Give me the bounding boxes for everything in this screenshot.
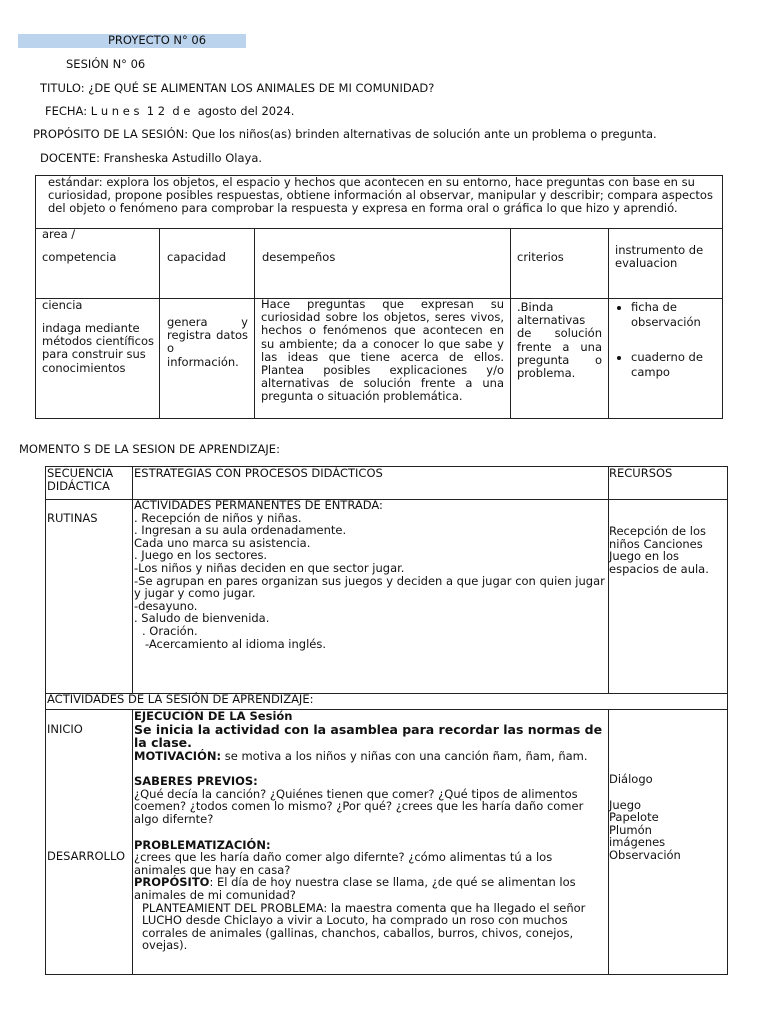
recurso-item: Diálogo	[609, 772, 653, 786]
rutina-line: . Saludo de bienvenida.	[134, 611, 270, 626]
session-activities	[134, 710, 606, 952]
problematizacion-text: ¿crees que les haría daño comer algo difernte? ¿cómo alimentas tú a los animales que hay en casa?	[134, 850, 553, 877]
moments-title: MOMENTO S DE LA SESION DE APRENDIZAJE:	[19, 442, 280, 456]
rutinas-label: RUTINAS	[47, 511, 98, 525]
assembly-text: Se inicia la actividad con la asamblea para recordar las normas de la clase.	[134, 721, 603, 751]
problematizacion-label: PROBLEMATIZACIÓN:	[134, 837, 271, 852]
criterio-value: .Binda alternativas de solución frente a una pregunta o problema.	[517, 300, 602, 381]
inicio-label: INICIO	[47, 722, 83, 736]
recurso-item: imágenes	[609, 835, 666, 850]
teacher-line	[40, 151, 262, 165]
rutinas-activities	[134, 499, 606, 650]
purpose-line	[33, 127, 657, 141]
rutina-line: -Los niños y niñas deciden en que sector jugar.	[134, 560, 405, 575]
recurso-item: Observación	[609, 847, 681, 862]
area-value: ciencia	[42, 298, 83, 312]
saberes-label: SABERES PREVIOS:	[134, 774, 258, 789]
header-capacidad: capacidad	[167, 250, 226, 264]
teacher-label: DOCENTE:	[40, 151, 100, 165]
recurso-item: Papelote	[609, 810, 659, 825]
rutina-line: -Se agrupan en pares organizan sus juegos y deciden a que jugar con quien jugar y jugar y como jugar.	[134, 573, 605, 601]
rutina-line: -Acercamiento al idioma inglés.	[145, 636, 326, 651]
col-divider	[132, 709, 133, 974]
header-area: area /	[42, 227, 76, 241]
row-divider	[36, 228, 722, 229]
instrument-item: • cuaderno de campo	[631, 350, 719, 380]
recurso-item: Juego	[609, 797, 642, 812]
date-label: FECHA:	[45, 104, 88, 118]
instrument-item: • ficha de observación	[631, 300, 719, 330]
title-value: ¿DE QUÉ SE ALIMENTAN LOS ANIMALES DE MI COMUNIDAD?	[88, 81, 435, 95]
header-instrumento: instrumento de evaluacion	[615, 243, 704, 271]
session-recursos	[609, 773, 727, 862]
capacidad-value: genera y registra datos o información.	[167, 315, 248, 369]
execution-title: EJECUCIÓN DE LA Sesión	[134, 709, 293, 723]
project-title: PROYECTO N° 06	[108, 33, 207, 47]
instrument-bullets	[615, 300, 719, 380]
col-divider	[608, 467, 609, 693]
recurso-item: Plumón	[609, 822, 652, 837]
purpose-label: PROPÓSITO DE LA SESIÓN:	[33, 127, 189, 141]
saberes-text: ¿Qué decía la canción? ¿Quiénes tienen que comer? ¿Qué tipos de alimentos coemen? ¿todos comen lo mismo? ¿Por qué? ¿crees que les haría daño comer algo difernte?	[134, 786, 584, 826]
teacher-value: Fransheska Astudillo Olaya.	[103, 151, 263, 165]
header-desempenos: desempeños	[262, 250, 336, 264]
purpose-value: Que los niños(as) brinden alternativas de solución ante un problema o pregunta.	[191, 127, 657, 141]
header-secuencia: SECUENCIA DIDÁCTICA	[47, 466, 114, 493]
date-value: L u n e s 1 2 d e agosto del 2024.	[90, 104, 295, 118]
rutina-line: . Juego en los sectores.	[134, 548, 268, 563]
col-divider	[159, 228, 160, 418]
date-line	[45, 104, 294, 118]
col-divider	[254, 228, 255, 418]
header-criterios: criterios	[517, 250, 564, 264]
desempeno-value: Hace preguntas que expresan su curiosidad sobre los objetos, seres vivos, hechos o fenómenos que acontecen en su ambiente; da a conocer lo que sabe y las ideas que tiene acerca de ellos. Plantea posibles explicaciones y/o alternativas de solución frente a una pregunta o situación problemática.	[261, 297, 504, 404]
standard-text: estándar: explora los objetos, el espacio y hechos que acontecen en su entorno, hace preguntas con base en su curiosidad, propone posibles respuestas, obtiene información al observar, manipular y describir; compara aspectos del objeto o fenómeno para comprobar la respuesta y expresa en forma oral o gráfica lo que hizo y aprendió.	[48, 175, 713, 216]
rutina-line: . Recepción de niños y niñas.	[134, 510, 302, 525]
spacer	[134, 826, 606, 839]
rutina-line: Cada uno marca su asistencia.	[134, 535, 311, 550]
motivation-label: MOTIVACIÓN:	[134, 748, 222, 763]
session-number: SESIÓN N° 06	[66, 57, 146, 71]
title-line	[40, 81, 434, 95]
activities-title: ACTIVIDADES DE LA SESIÓN DE APRENDIZAJE:	[47, 692, 314, 706]
header-competencia: competencia	[42, 250, 117, 264]
motivation-value: se motiva a los niños y niñas con una canción ñam, ñam, ñam.	[224, 748, 588, 763]
rutina-line: -desayuno.	[134, 598, 198, 613]
header-recursos: RECURSOS	[609, 466, 673, 480]
col-divider	[132, 467, 133, 693]
col-divider	[510, 228, 511, 418]
header-estrategias: ESTRATEGIAS CON PROCESOS DIDÁCTICOS	[134, 466, 383, 480]
instrument-list	[615, 300, 719, 400]
rutina-line: . Oración.	[142, 623, 198, 638]
purpose-label: PROPÓSITO	[134, 875, 210, 890]
rutina-line: ACTIVIDADES PERMANENTES DE ENTRADA:	[134, 498, 383, 512]
purpose-value: : El día de hoy nuestra clase se llama, ¿de qué se alimentan los animales de mi comunidad?	[134, 875, 576, 902]
competencia-value: indaga mediante métodos científicos para construir sus conocimientos	[42, 321, 154, 375]
purpose-text	[134, 876, 606, 901]
motivation-text	[134, 750, 606, 763]
rutinas-recursos: Recepción de los niños Canciones Juego en los espacios de aula.	[609, 524, 709, 576]
rutina-line: . Ingresan a su aula ordenadamente.	[134, 523, 347, 538]
title-label: TITULO:	[40, 81, 85, 95]
moments-table	[45, 466, 728, 975]
planteamiento-text: PLANTEAMIENT DEL PROBLEMA: la maestra comenta que ha llegado el señor LUCHO desde Chiclayo a vivir a Locuto, ha comprado un roso con muchos corrales de animales (gallinas, chanchos, caballos, burros, chivos, conejos, ovejas).	[142, 900, 586, 953]
col-divider	[608, 228, 609, 418]
competency-table	[35, 175, 723, 419]
spacer	[609, 786, 727, 799]
desarrollo-label: DESARROLLO	[47, 849, 125, 863]
